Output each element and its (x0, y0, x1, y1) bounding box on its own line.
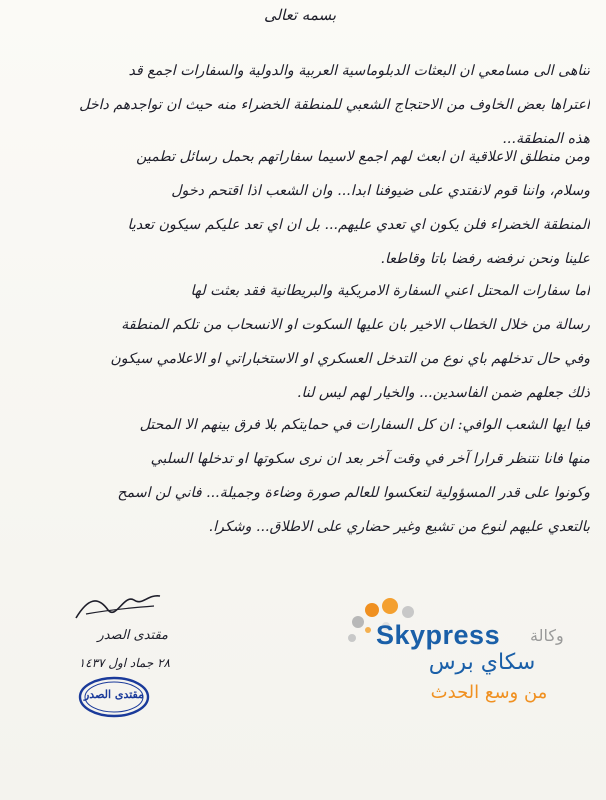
paragraph-line: وكونوا على قدر المسؤولية لتعكسوا للعالم صورة وضاءة وجميلة... فاني لن اسمح (117, 485, 590, 501)
paragraph-line: رسالة من خلال الخطاب الاخير بان عليها السكوت او الانسحاب من تلكم المنطقة (121, 317, 590, 333)
paragraph-line: ومن منطلق الاعلاقية ان ابعث لهم اجمع لاسيما سفاراتهم بحمل رسائل تطمين (136, 149, 590, 165)
paragraph-line: تناهى الى مسامعي ان البعثات الدبلوماسية العربية والدولية والسفارات اجمع قد (128, 63, 590, 79)
stamp-text: مقتدى الصدر (83, 688, 145, 701)
paragraph-line: اعتراها بعض الخاوف من الاحتجاج الشعبي للمنطقة الخضراء منه حيث ان تواجدهم داخل (79, 97, 590, 113)
skypress-logo (334, 596, 594, 716)
paragraph-4 (16, 408, 590, 544)
paragraph-line: وسلام، واننا قوم لانفتدي على ضيوفنا ابدا... وان الشعب اذا اقتحم دخول (171, 183, 590, 199)
paragraph-3 (16, 274, 590, 410)
paragraph-line: فيا ايها الشعب الوافي: ان كل السفارات في حمايتكم بلا فرق بينهم الا المحتل (139, 417, 590, 433)
signature-date: ٢٨ جماد اول ١٤٣٧ (78, 656, 170, 670)
signature-name: مقتدى الصدر (97, 628, 168, 643)
paragraph-line: وفي حال تدخلهم باي نوع من التدخل العسكري او الاستخباراتي او الاعلامي سيكون (110, 351, 590, 367)
official-stamp (78, 676, 150, 718)
paragraph-line: ذلك جعلهم ضمن الفاسدين... والخيار لهم ليس لنا. (296, 385, 590, 401)
paragraph-2 (16, 140, 590, 276)
paragraph-line: بالتعدي عليهم لنوع من تشيع وغير حضاري على الاطلاق... وشكرا. (208, 519, 590, 535)
paragraph-line: علينا ونحن نرفضه رفضا باتا وقاطعا. (380, 251, 590, 267)
paragraph-line: اما سفارات المحتل اعني السفارة الامريكية والبريطانية فقد بعثت لها (190, 283, 590, 299)
brand-agency: وكالة (530, 626, 564, 645)
signature-scrawl-icon (68, 588, 168, 628)
paragraph-line: هذه المنطقة... (502, 131, 590, 147)
letter-heading: بسمه تعالى (263, 6, 337, 24)
paragraph-line: المنطقة الخضراء فلن يكون اي تعدي عليهم... بل ان اي تعد عليكم سيكون تعديا (127, 217, 590, 233)
brand-slogan: من وسع الحدث (430, 682, 548, 703)
paragraph-line: منها فانا نتنظر قرارا آخر في وقت آخر بعد ان نرى سكوتها او تدخلها السلبي (150, 451, 590, 467)
brand-latin: Skypress (376, 620, 501, 650)
brand-arabic: سكاي برس (428, 650, 536, 675)
